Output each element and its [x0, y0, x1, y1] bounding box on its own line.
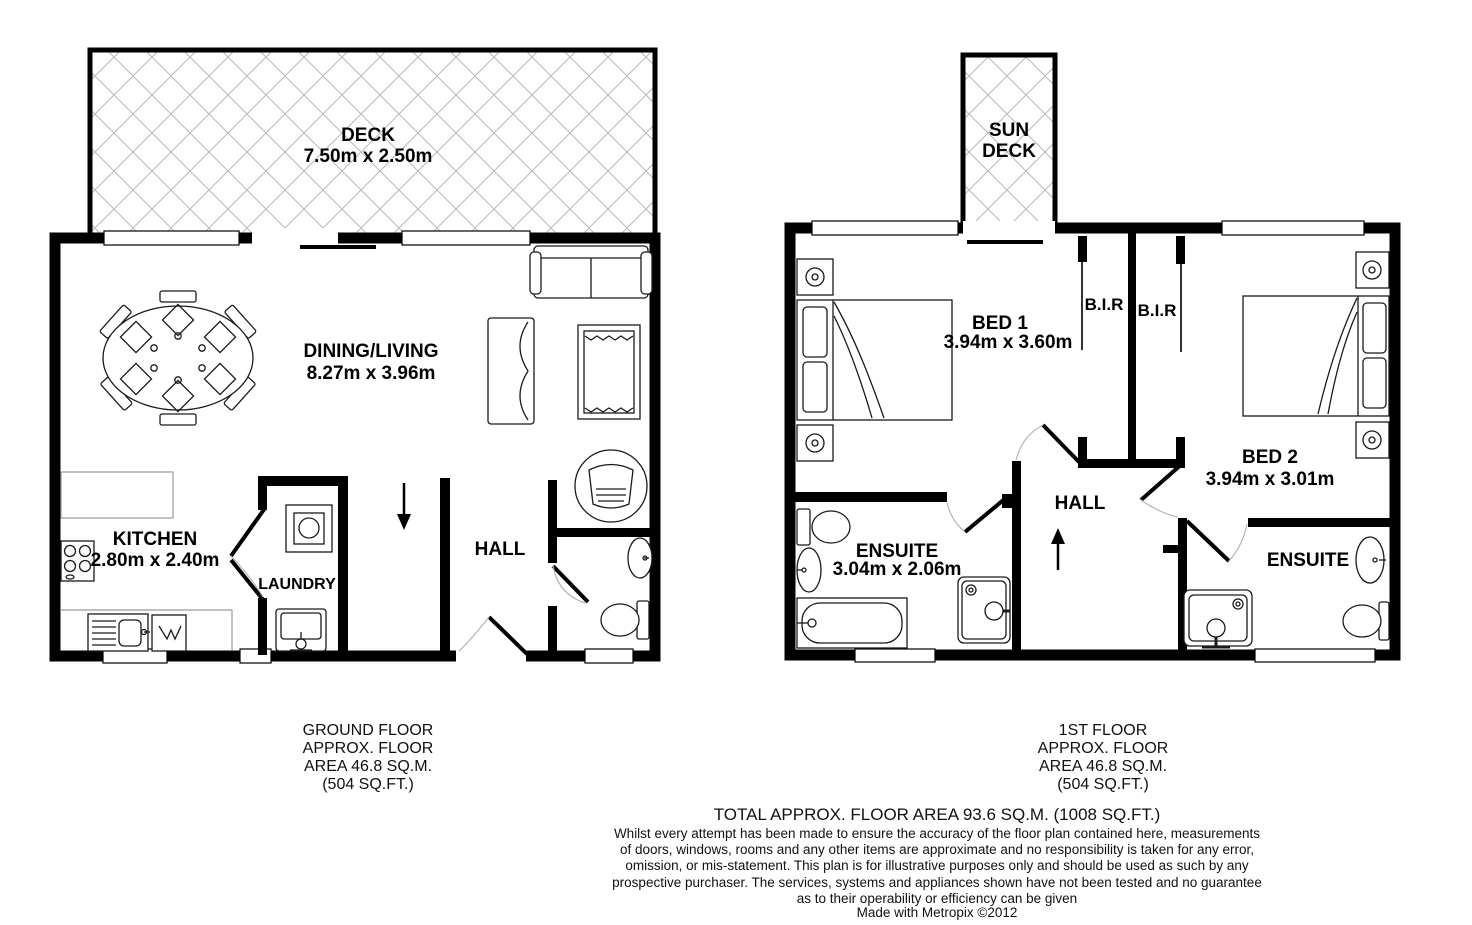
credit-text: Made with Metropix ©2012	[856, 905, 1018, 920]
ground-caption-line3: AREA 46.8 SQ.M.	[303, 758, 433, 775]
ground-floor-caption	[303, 722, 434, 794]
first-caption-line3: AREA 46.8 SQ.M.	[1038, 758, 1168, 775]
kitchen-sink	[88, 614, 150, 651]
ensuite2-vanity	[1184, 590, 1252, 647]
ensuite1-basin	[797, 548, 821, 592]
first-caption-line2: APPROX. FLOOR	[1037, 740, 1169, 757]
disclaimer-line-1: Whilst every attempt has been made to ensure the accuracy of the floor plan contained here, measurements	[613, 826, 1261, 841]
rug	[578, 325, 640, 419]
ensuite1-label: ENSUITE	[855, 541, 939, 562]
dining-table-set	[99, 291, 256, 425]
sun-deck-label-line2: DECK	[982, 141, 1036, 162]
disclaimer-line-4: prospective purchaser. The services, systems and appliances shown have not been tested and no guarantee	[612, 874, 1262, 890]
laundry-tub	[276, 609, 326, 651]
ground-hall-label: HALL	[474, 539, 526, 560]
disclaimer-line-3: omission, or mis-statement. This plan is for illustrative purposes only and should be used as such by any	[625, 858, 1249, 874]
bir-right-label: B.I.R	[1137, 301, 1177, 320]
ensuite1-vanity	[958, 577, 1010, 643]
bed2-label: BED 2	[1242, 447, 1298, 468]
bed2-bed	[1243, 296, 1389, 416]
kitchen-label: KITCHEN	[112, 529, 198, 550]
bed2-dims: 3.94m x 3.01m	[1205, 469, 1335, 490]
sofa	[530, 246, 652, 298]
ground-caption-line1: GROUND FLOOR	[302, 722, 434, 739]
first-caption-line1: 1ST FLOOR	[1058, 722, 1148, 739]
disclaimer-line-2: of doors, windows, rooms and any other items are approximate and no responsibility is taken for any error,	[619, 842, 1255, 858]
ensuite2-label: ENSUITE	[1266, 550, 1350, 571]
deck-dims: 7.50m x 2.50m	[303, 146, 433, 167]
disclaimer-line-5: as to their operability or efficiency can be given	[796, 890, 1078, 906]
first-hall-label: HALL	[1054, 493, 1106, 514]
ensuite1-toilet	[797, 509, 850, 545]
deck-label: DECK	[341, 125, 395, 146]
sun-deck-label-line1: SUN	[988, 120, 1030, 141]
wc-basin	[628, 538, 652, 578]
kitchen-dims: 2.80m x 2.40m	[90, 550, 220, 571]
ground-floor-outline	[55, 238, 655, 656]
ground-caption-line2: APPROX. FLOOR	[302, 740, 434, 757]
bed1-dims: 3.94m x 3.60m	[943, 332, 1073, 353]
dining-living-label: DINING/LIVING	[303, 341, 439, 362]
ensuite1-dims: 3.04m x 2.06m	[832, 559, 962, 580]
couch	[488, 318, 534, 424]
dining-living-dims: 8.27m x 3.96m	[306, 363, 436, 384]
wc-toilet	[601, 601, 649, 639]
washing-machine	[286, 505, 332, 552]
laundry-label: LAUNDRY	[258, 576, 336, 593]
bed1-bed	[797, 300, 952, 420]
total-area-text: TOTAL APPROX. FLOOR AREA 93.6 SQ.M. (1008 SQ.FT.)	[713, 805, 1161, 824]
first-floor-outline	[790, 228, 1395, 655]
first-caption-line4: (504 SQ.FT.)	[1057, 776, 1149, 793]
ground-caption-line4: (504 SQ.FT.)	[322, 776, 414, 793]
armchair	[575, 450, 647, 522]
cooktop	[61, 541, 94, 581]
first-floor-caption	[1038, 722, 1169, 794]
bed1-label: BED 1	[972, 313, 1028, 334]
oven	[152, 615, 186, 651]
bir-left-label: B.I.R	[1084, 295, 1124, 314]
disclaimer-text	[612, 826, 1262, 907]
ensuite1-bath	[797, 598, 907, 648]
